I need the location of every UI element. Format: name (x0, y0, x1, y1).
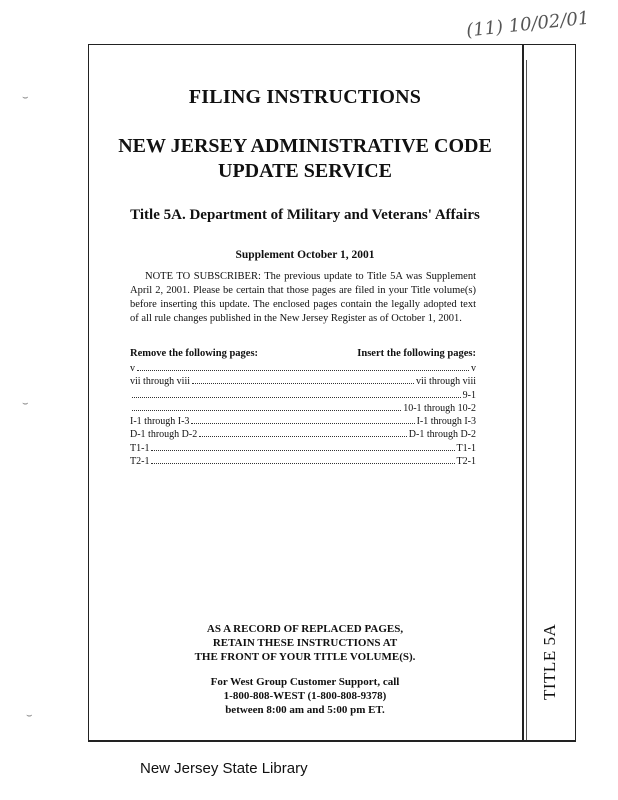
leader-dots (132, 389, 461, 398)
retain-line2: RETAIN THESE INSTRUCTIONS AT (212, 637, 398, 649)
support-line2: 1-800-808-WEST (1-800-808-9378) (223, 690, 387, 702)
remove-page: I-1 through I-3 (130, 416, 190, 428)
title-heading: Title 5A. Department of Military and Veterans' Affairs (130, 207, 480, 223)
supplement-date: Supplement October 1, 2001 (235, 249, 375, 261)
leader-dots (151, 455, 454, 464)
page-row (130, 375, 476, 388)
leader-dots (192, 375, 414, 384)
retain-instructions (88, 622, 522, 664)
remove-page: T1-1 (130, 442, 150, 454)
page-row (130, 442, 476, 455)
retain-line3: THE FRONT OF YOUR TITLE VOLUME(S). (194, 651, 416, 663)
remove-page: v (130, 363, 135, 374)
insert-page: D-1 through D-2 (408, 429, 476, 441)
customer-support (88, 675, 522, 717)
insert-page: 9-1 (462, 389, 476, 401)
scan-mark: ⌣ (26, 710, 33, 721)
leader-dots (191, 415, 414, 424)
remove-page: vii through viii (130, 376, 190, 388)
insert-page: I-1 through I-3 (416, 416, 476, 428)
subscriber-note: NOTE TO SUBSCRIBER: The previous update to Title 5A was Supplement April 2, 2001. Please be certain that those pages are filed in your Title volume(s) before inserting this update. The enclosed pages contain the legally adopted text of all rule changes published in the New Jersey Register as of October 1, 2001. (130, 271, 476, 324)
library-stamp: New Jersey State Library (140, 760, 308, 777)
retain-line1: AS A RECORD OF REPLACED PAGES, (206, 623, 404, 635)
insert-page: v (471, 363, 476, 374)
page-row (130, 389, 476, 402)
remove-column-header: Remove the following pages: (130, 348, 259, 359)
leader-dots (199, 428, 407, 437)
page-row (130, 415, 476, 428)
support-line3: between 8:00 am and 5:00 pm ET. (225, 704, 385, 716)
remove-page: D-1 through D-2 (130, 429, 198, 441)
support-line1: For West Group Customer Support, call (210, 676, 400, 688)
leader-dots (151, 442, 454, 451)
insert-page: vii through viii (416, 376, 476, 388)
page-row (130, 362, 476, 375)
page-columns-header (130, 348, 476, 359)
page-row (130, 428, 476, 441)
remove-page: T2-1 (130, 456, 150, 468)
title-tab-label: TITLE 5A (540, 623, 559, 700)
page-list (130, 362, 476, 468)
leader-dots (137, 362, 469, 371)
handwritten-date-note: (11) 10/02/01 (465, 7, 591, 42)
tab-divider (522, 44, 524, 742)
page-row (130, 402, 476, 415)
page-row (130, 455, 476, 468)
page-title: FILING INSTRUCTIONS (188, 86, 422, 108)
insert-page: T1-1 (456, 442, 476, 454)
insert-page: T2-1 (456, 456, 476, 468)
code-title-line2: UPDATE SERVICE (218, 160, 392, 182)
insert-page: 10-1 through 10-2 (403, 402, 476, 414)
code-title (88, 134, 522, 184)
leader-dots (132, 402, 401, 411)
insert-column-header: Insert the following pages: (357, 348, 476, 359)
tab-divider-inner (526, 60, 527, 740)
code-title-line1: NEW JERSEY ADMINISTRATIVE CODE (118, 135, 492, 157)
scan-mark: ⌣ (22, 92, 29, 103)
scan-mark: ⌣ (22, 398, 29, 409)
